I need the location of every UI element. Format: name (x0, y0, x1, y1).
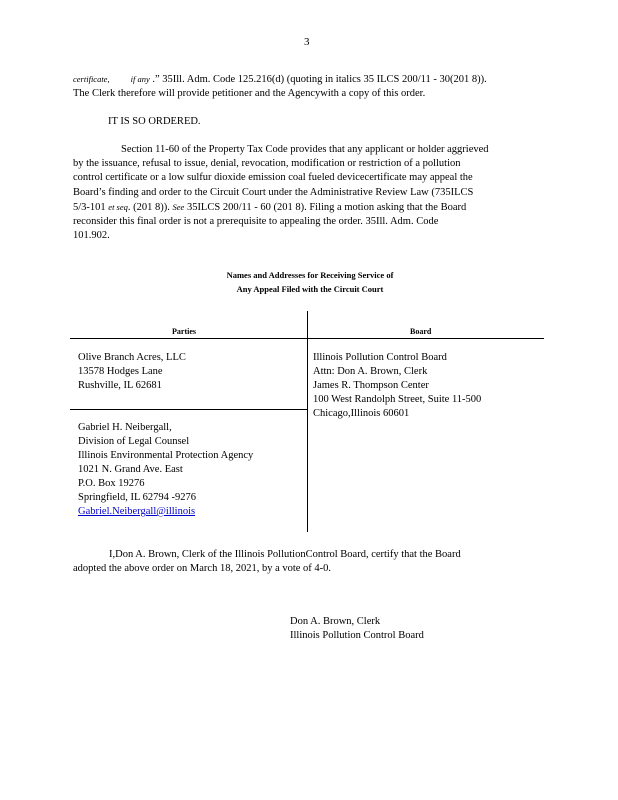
paragraph2-line1: Section 11-60 of the Property Tax Code provides that any applicant or holder aggrieved (121, 144, 489, 155)
table-header-rule (70, 338, 544, 339)
italic-certificate: certificate, (73, 74, 110, 84)
party2-line: Gabriel H. Neibergall, (78, 422, 172, 433)
signature-org: Illinois Pollution Control Board (290, 630, 424, 641)
party2-line: Springfield, IL 62794 -9276 (78, 492, 197, 503)
party-separator-rule (70, 409, 307, 410)
party2-line: Illinois Environmental Protection Agency (78, 450, 254, 461)
email-link[interactable]: Gabriel.Neibergall@illinois (78, 506, 196, 517)
signature-name: Don A. Brown, Clerk (290, 616, 381, 627)
service-heading-line2: Any Appeal Filed with the Circuit Court (236, 284, 384, 294)
column-header-board: Board (410, 327, 432, 336)
board-line: Chicago,Illinois 60601 (313, 408, 410, 419)
table-column-divider (307, 311, 308, 532)
signature-block (290, 615, 424, 643)
party-olive-branch (78, 351, 186, 393)
paragraph2-line2: by the issuance, refusal to issue, denial, revocation, modification or restriction of a pollution (73, 158, 461, 170)
citation-rest: 35ILCS 200/11 - 60 (201 8). Filing a motion asking that the Board (184, 201, 467, 213)
paragraph1-line1: .” 35Ill. Adm. Code 125.216(d) (quoting in italics 35 ILCS 200/11 - 30(201 8)). (149, 74, 487, 85)
page-number: 3 (304, 36, 310, 48)
certification-line1: I,Don A. Brown, Clerk of the Illinois PollutionControl Board, certify that the Board (109, 549, 461, 560)
board-line: Attn: Don A. Brown, Clerk (313, 366, 428, 377)
party2-line: P.O. Box 19276 (78, 478, 145, 489)
paragraph2-line4: Board’s finding and order to the Circuit Court under the Administrative Review Law (735ILCS (73, 186, 474, 198)
italic-et-seq: et seq (108, 201, 128, 212)
appeal-paragraph (73, 143, 535, 243)
service-heading (170, 268, 450, 296)
paragraph2-line7: 101.902. (73, 230, 110, 242)
party1-line: Olive Branch Acres, LLC (78, 352, 186, 363)
citation-5-3-101: 5/3-101 (73, 201, 106, 213)
party-iepa (78, 421, 253, 519)
service-heading-line1: Names and Addresses for Receiving Service of (226, 270, 394, 280)
party1-line: 13578 Hodges Lane (78, 366, 163, 377)
italic-if-any: if any (130, 74, 150, 84)
so-ordered: IT IS SO ORDERED. (108, 116, 201, 127)
paragraph1-line2: The Clerk therefore will provide petitioner and the Agencywith a copy of this order. (73, 88, 426, 100)
column-header-parties: Parties (172, 327, 196, 336)
paragraph2-line5 (73, 200, 535, 215)
board-line: Illinois Pollution Control Board (313, 352, 447, 363)
certification-paragraph (73, 548, 535, 576)
paragraph2-line6: reconsider this final order is not a prerequisite to appealing the order. 35Ill. Adm. Code (73, 216, 439, 228)
board-line: 100 West Randolph Street, Suite 11-500 (313, 394, 482, 405)
board-line: James R. Thompson Center (313, 380, 429, 391)
closing-paragraph (73, 72, 535, 101)
party1-line: Rushville, IL 62681 (78, 380, 162, 391)
italic-see: See (172, 201, 185, 212)
board-address (313, 351, 481, 421)
paragraph2-line3: control certificate or a low sulfur dioxide emission coal fueled devicecertificate may appeal the (73, 172, 473, 184)
citation-year: . (201 8)). (127, 201, 170, 213)
party2-line: 1021 N. Grand Ave. East (78, 464, 183, 475)
certification-line2: adopted the above order on March 18, 2021, by a vote of 4-0. (73, 563, 332, 575)
party2-line: Division of Legal Counsel (78, 436, 190, 447)
